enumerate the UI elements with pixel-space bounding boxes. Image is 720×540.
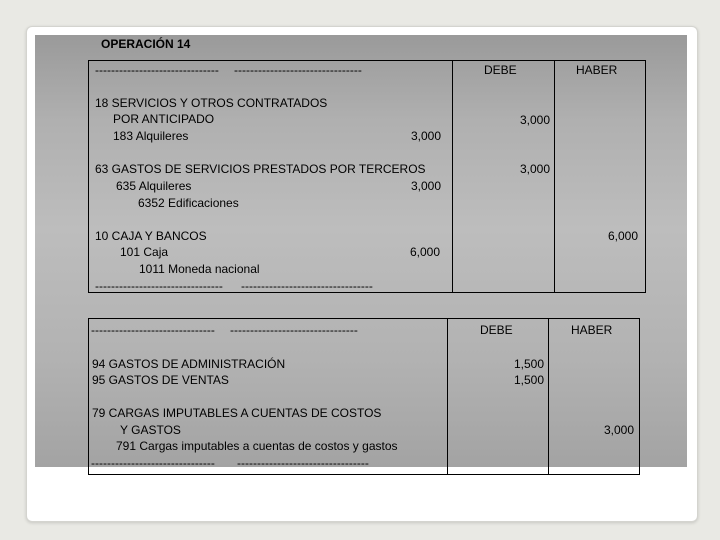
entry1-account-10: 10 CAJA Y BANCOS xyxy=(95,229,207,243)
entry2-debe-94: 1,500 xyxy=(513,357,544,371)
entry2-dash-right: -------------------------------- xyxy=(230,323,358,337)
entry2-account-791: 791 Cargas imputables a cuentas de costos y gastos xyxy=(116,439,398,453)
entry1-debe-63: 3,000 xyxy=(519,162,550,176)
entry1-dash-bottom-right: --------------------------------- xyxy=(241,279,373,293)
entry2-account-79-sub: Y GASTOS xyxy=(120,423,181,437)
entry2-dash-bottom-right: --------------------------------- xyxy=(237,456,369,470)
entry1-account-101: 101 Caja xyxy=(120,245,169,259)
journal-entry-1 xyxy=(88,60,646,293)
entry2-haber-divider xyxy=(548,319,549,474)
entry1-haber-10: 6,000 xyxy=(607,229,638,243)
entry1-account-183: 183 Alquileres xyxy=(113,129,189,143)
entry2-debe-header: DEBE xyxy=(480,323,513,337)
entry1-debe-divider xyxy=(452,61,453,292)
entry2-account-94: 94 GASTOS DE ADMINISTRACIÓN xyxy=(92,357,286,371)
entry1-debe-header: DEBE xyxy=(484,63,517,77)
entry2-debe-divider xyxy=(447,319,448,474)
entry1-account-18-sub: POR ANTICIPADO xyxy=(113,112,215,126)
entry1-account-635-amount: 3,000 xyxy=(411,179,442,193)
entry1-haber-header: HABER xyxy=(576,63,618,77)
entry2-haber-header: HABER xyxy=(571,323,613,337)
entry1-account-1011: 1011 Moneda nacional xyxy=(139,262,260,276)
entry1-haber-divider xyxy=(554,61,555,292)
entry1-account-101-amount: 6,000 xyxy=(410,245,441,259)
entry1-dash-left: ------------------------------- xyxy=(95,63,219,77)
entry1-account-6352: 6352 Edificaciones xyxy=(138,196,239,210)
entry2-account-79: 79 CARGAS IMPUTABLES A CUENTAS DE COSTOS xyxy=(92,406,382,420)
entry1-account-63: 63 GASTOS DE SERVICIOS PRESTADOS POR TERCEROS xyxy=(95,162,426,176)
entry2-debe-95: 1,500 xyxy=(513,373,544,387)
entry1-dash-bottom-left: -------------------------------- xyxy=(95,279,223,293)
entry1-account-183-amount: 3,000 xyxy=(411,129,442,143)
entry1-dash-right: -------------------------------- xyxy=(234,63,362,77)
operation-title: OPERACIÓN 14 xyxy=(101,37,191,51)
entry2-dash-left: ------------------------------- xyxy=(91,323,215,337)
entry1-debe-18: 3,000 xyxy=(519,113,550,127)
entry1-account-635: 635 Alquileres xyxy=(116,179,192,193)
entry2-dash-bottom-left: ------------------------------- xyxy=(91,456,215,470)
entry2-haber-79: 3,000 xyxy=(603,423,634,437)
entry2-account-95: 95 GASTOS DE VENTAS xyxy=(92,373,229,387)
entry1-account-18: 18 SERVICIOS Y OTROS CONTRATADOS xyxy=(95,96,328,110)
